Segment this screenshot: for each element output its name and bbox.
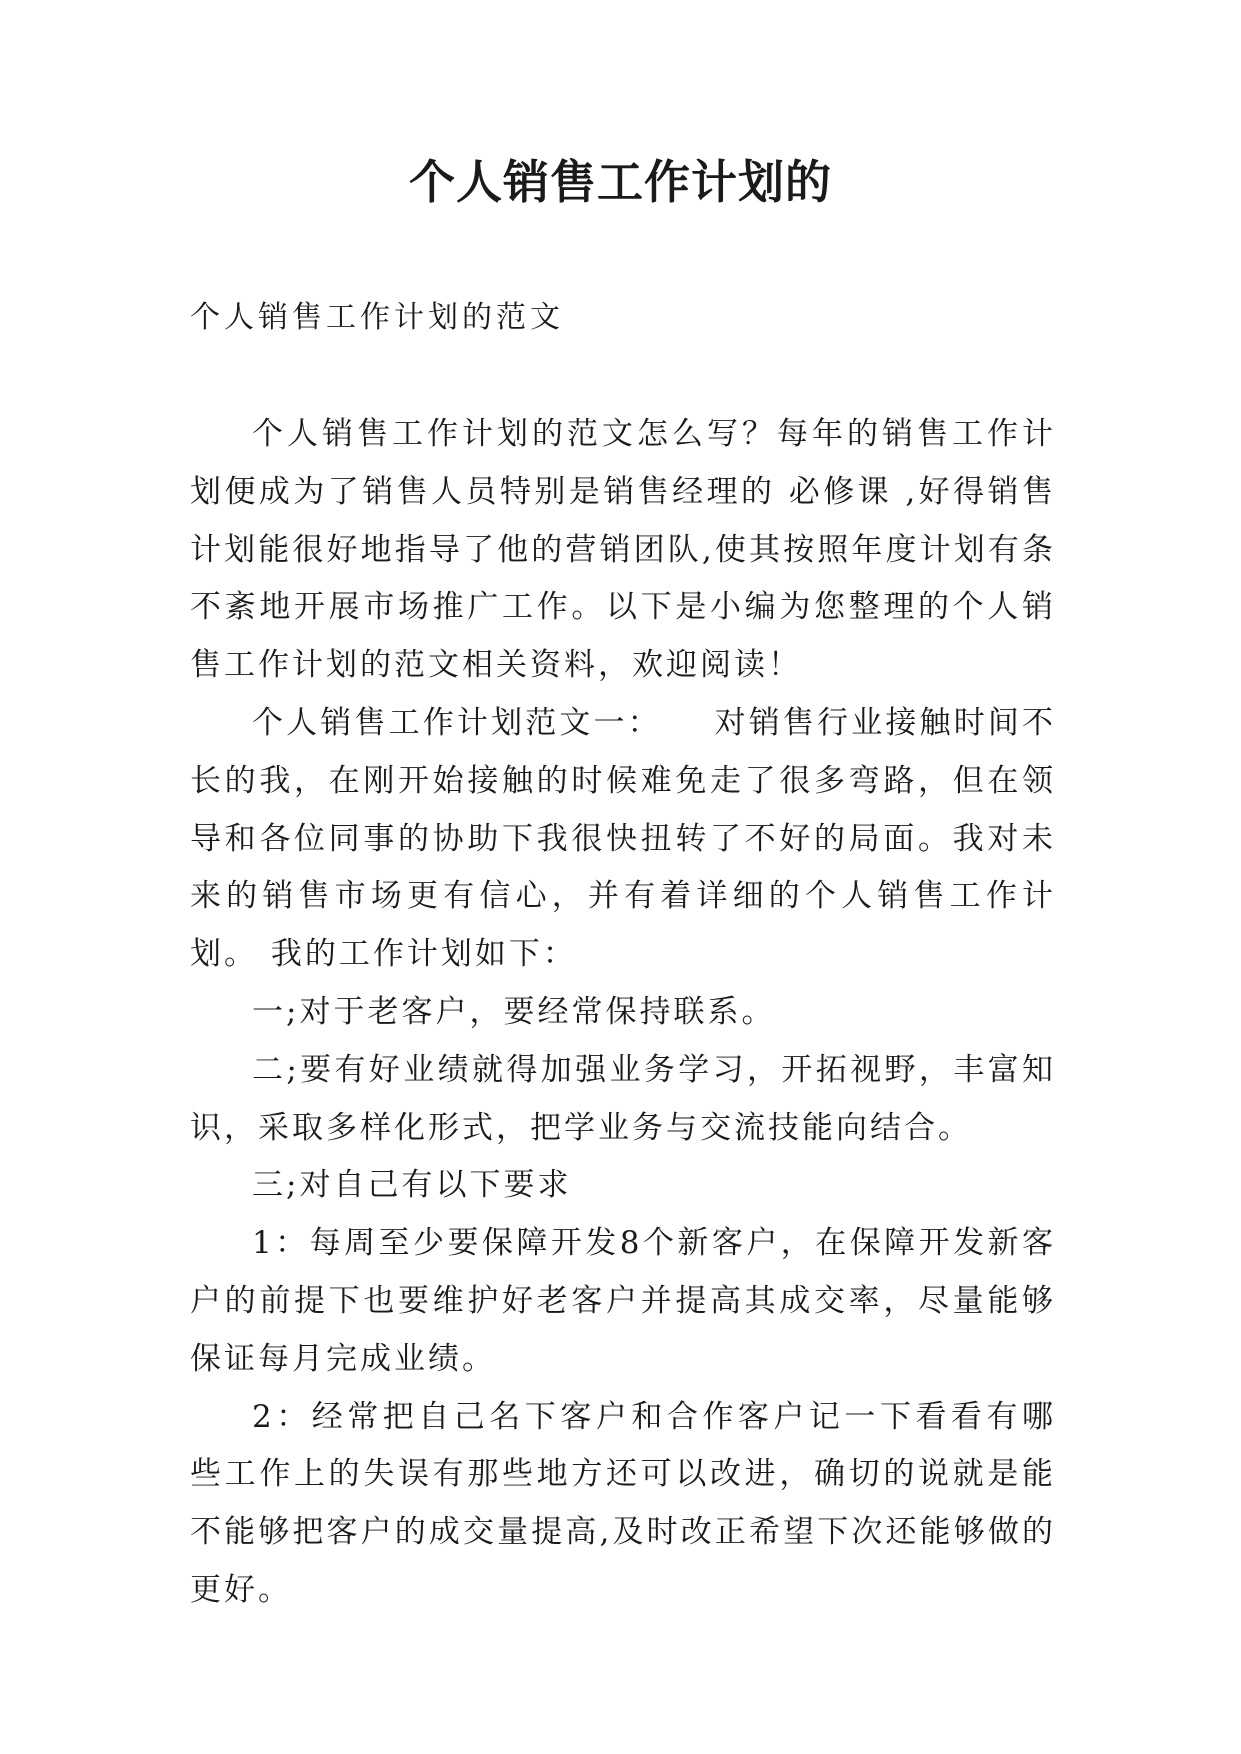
- paragraph: 一;对于老客户，要经常保持联系。: [252, 993, 776, 1030]
- paragraph: 个人销售工作计划的范文怎么写？每年的销售工作计划便成为了销售人员特别是销售经理的 必修课 ,好得销售计划能很好地指导了他的营销团队,使其按照年度计划有条不紊地开展市场推广工作。以下是小编为您整理的个人销售工作计划的范文相关资料，欢迎阅读！: [190, 416, 1056, 684]
- paragraph: 二;要有好业绩就得加强业务学习，开拓视野，丰富知识，采取多样化形式，把学业务与交流技能向结合。: [190, 1051, 1056, 1146]
- document-title: 个人销售工作计划的: [409, 155, 832, 209]
- paragraph: 个人销售工作计划范文一： 对销售行业接触时间不长的我，在刚开始接触的时候难免走了很多弯路，但在领导和各位同事的协助下我很快扭转了不好的局面。我对未来的销售市场更有信心，并有着详细的个人销售工作计划。 我的工作计划如下：: [190, 704, 1056, 973]
- document-subtitle: 个人销售工作计划的范文: [190, 300, 564, 335]
- document-body: [190, 406, 1056, 1620]
- paragraph: 1：每周至少要保障开发8个新客户，在保障开发新客户的前提下也要维护好老客户并提高其成交率，尽量能够保证每月完成业绩。: [190, 1225, 1056, 1377]
- paragraph: 三;对自己有以下要求: [252, 1167, 572, 1204]
- paragraph: 2：经常把自己名下客户和合作客户记一下看看有哪些工作上的失误有那些地方还可以改进，确切的说就是能不能够把客户的成交量提高,及时改正希望下次还能够做的更好。: [190, 1398, 1056, 1608]
